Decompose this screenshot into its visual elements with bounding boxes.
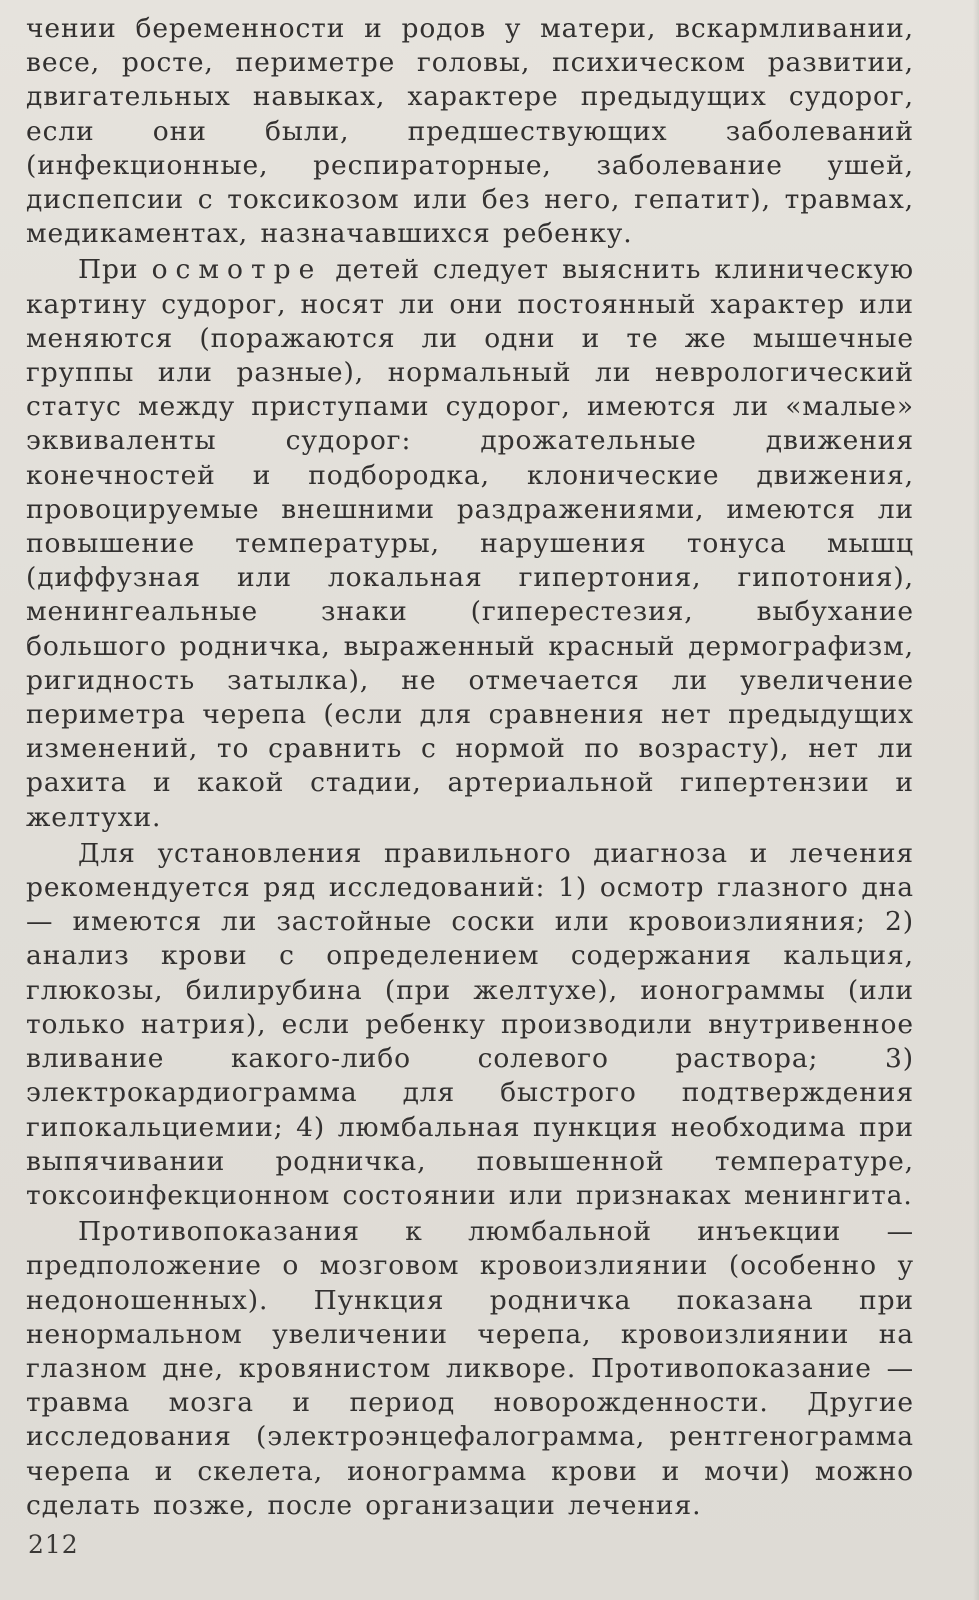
paragraph-diagnosis: Для установления правильного диагноза и лечения рекомендуется ряд исследований: 1) осмотр глазного дна — имеются ли застойные соски или кровоизлияния; 2) анализ крови с определением содержания кальция, глюкозы, билирубина (при желтухе), ионограммы (или только натрия), если ребенку производили внутривенное вливание какого-либо солевого раствора; 3) электрокардиограмма для быстрого подтверждения гипокальциемии; 4) люмбальная пункция необходима при выпячивании родничка, повышенной температуре, токсоинфекционном состоянии или признаках менингита. [26, 837, 914, 1211]
page-number: 212 [28, 1530, 79, 1559]
body-text [26, 12, 914, 1523]
emphasized-word: осмотре [151, 254, 323, 286]
paragraph-contraindications: Противопоказания к люмбальной инъекции — предположение о мозговом кровоизлиянии (особенно у недоношенных). Пункция родничка показана при ненормальном увеличении черепа, кровоизлиянии на глазном дне, кровянистом ликворе. Противопоказание — травма мозга и период новорожденности. Другие исследования (электроэнцефалограмма, рентгенограмма черепа и скелета, ионограмма крови и мочи) можно сделать позже, после организации лечения. [26, 1216, 914, 1521]
paragraph-examination-start: При [78, 254, 152, 286]
paragraph-examination-rest: детей следует выяснить клиническую картину судорог, носят ли они постоянный характер или меняются (поражаются ли одни и те же мышечные группы или разные), нормальный ли неврологический статус между приступами судорог, имеются ли «малые» эквиваленты судорог: дрожательные движения конечностей и подбородка, клонические движения, провоцируемые внешними раздражениями, имеются ли повышение температуры, нарушения тонуса мышц (диффузная или локальная гипертония, гипотония), менингеальные знаки (гиперестезия, выбухание большого родничка, выраженный красный дермографизм, ригидность затылка), не отмечается ли увеличение периметра черепа (если для сравнения нет предыдущих изменений, то сравнить с нормой по возрасту), нет ли рахита и какой стадии, артериальной гипертензии и желтухи. [26, 254, 914, 833]
paragraph-examination [26, 253, 914, 834]
paragraph-continuation: чении беременности и родов у матери, вскармливании, весе, росте, периметре головы, психическом развитии, двигательных навыках, характере предыдущих судорог, если они были, предшествующих заболеваний (инфекционные, респираторные, заболевание ушей, диспепсии с токсикозом или без него, гепатит), травмах, медикаментах, назначавшихся ребенку. [26, 13, 914, 250]
page-edge-shadow [973, 0, 979, 1600]
